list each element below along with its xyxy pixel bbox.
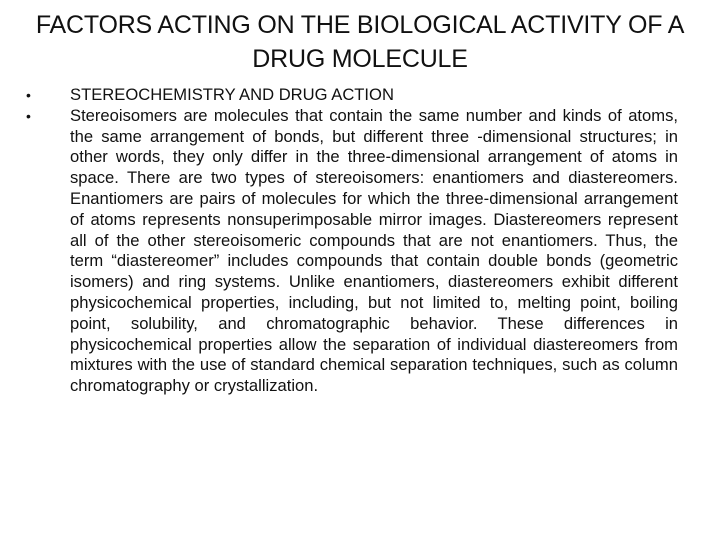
slide-title: FACTORS ACTING ON THE BIOLOGICAL ACTIVITY OF A DRUG MOLECULE: [35, 11, 685, 73]
bullet-item-heading: [22, 85, 706, 106]
bullet-text: Stereoisomers are molecules that contain the same number and kinds of atoms, the same arrangement of bonds, but different three -dimensional structures; in other words, they only differ in the three-dimensional arrangement of atoms in space. There are two types of stereoisomers: enantiomers and diastereomers. Enantiomers are pairs of molecules for which the three-dimensional arrangement of atoms represents nonsuperimposable mirror images. Diastereomers represent all of the other stereoisomeric compounds that are not enantiomers. Thus, the term “diastereomer” includes compounds that contain double bonds (geometric isomers) and ring systems. Unlike enantiomers, diastereomers exhibit different physicochemical properties, including, but not limited to, melting point, boiling point, solubility, and chromatographic behavior. These differences in physicochemical properties allow the separation of individual diastereomers from mixtures with the use of standard chemical separation techniques, such as column chromatography or crystallization.: [70, 105, 678, 396]
bullet-dot-icon: •: [26, 107, 31, 124]
bullet-text: STEREOCHEMISTRY AND DRUG ACTION: [70, 85, 394, 104]
bullet-item-body: [22, 106, 706, 397]
bullet-list: [22, 85, 706, 397]
bullet-dot-icon: •: [26, 87, 31, 103]
